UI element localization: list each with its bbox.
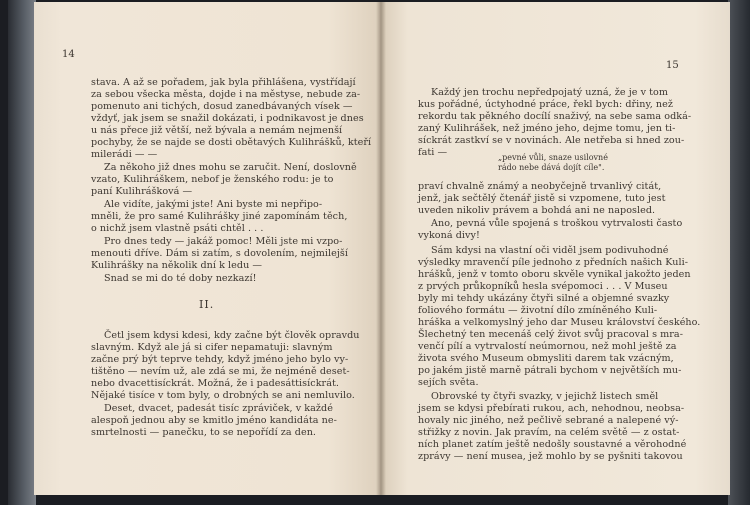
book-cover-right-edge — [728, 0, 750, 505]
text-line: Obrovské ty čtyři svazky, v jejichž listech směl — [431, 391, 659, 402]
text-line: vždyť, jak jsem se snažil dokázati, i podnikavost je dnes — [91, 113, 364, 124]
text-line: hráška a velkomyslný jeho dar Museu království českého. — [418, 317, 701, 328]
text-line: praví chvalně známý a neobyčejně trvanlivý citát, — [418, 181, 662, 192]
text-line: Za někoho již dnes mohu se zaručit. Není, doslovně — [104, 162, 357, 173]
text-line: nebo dvacettisíckrát. Možná, že i padesáttisíckrát. — [91, 378, 339, 389]
text-line: Ano, pevná vůle spojená s troškou vytrvalosti často — [431, 218, 683, 229]
text-line: fati — — [418, 147, 448, 158]
text-line: venčí pílí a vytrvalostí neúmornou, než mohl ještě za — [418, 341, 677, 352]
book-gutter — [376, 2, 386, 495]
text-line: Nějaké tisíce v tom byly, o drobných se ani nemluvilo. — [91, 390, 355, 401]
text-line: stava. A až se pořadem, jak byla přihlášena, vystřídají — [91, 77, 356, 88]
text-line: ních planet zatím ještě nedošly soustavné a věrohodné — [418, 439, 687, 450]
text-line: Sám kdysi na vlastní oči viděl jsem podivuhodné — [431, 245, 669, 256]
text-line: výsledky mravenčí píle jednoho z předních našich Kuli- — [418, 257, 689, 268]
text-line: střižky z novin. Jak pravím, na celém světě — z ostat- — [418, 427, 680, 438]
text-line: jenž, jak sečtělý čtenář jistě si vzpomene, tuto jest — [418, 193, 666, 204]
text-line: Kulihrášky na několik dní k ledu — — [91, 260, 263, 271]
quote-line: „pevné vůli, snaze usilovné — [498, 153, 608, 162]
text-line: zprávy — není musea, jež mohlo by se pyšniti takovou — [418, 451, 683, 462]
text-line: po jakém jistě marně pátrali bychom v největších mu- — [418, 365, 682, 376]
text-line: tištěno — nevím už, ale zdá se mi, že nejméně deset- — [91, 366, 350, 377]
text-line: slavným. Když ale já si cifer nepamatuji: slavným — [91, 342, 333, 353]
text-line: paní Kulihrášková — — [91, 186, 193, 197]
text-line: Deset, dvacet, padesát tisíc zpráviček, v každé — [104, 403, 333, 414]
text-line: síckrát zastkví se v novinách. Ale netřeba si hned zou- — [418, 135, 685, 146]
text-line: byly mi tehdy ukázány čtyři silné a objemné svazky — [418, 293, 670, 304]
text-line: uveden nikoliv právem a bohdá ani ne naposled. — [418, 205, 656, 216]
text-line: hrášků, jenž v tomto oboru skvěle vynikal jakožto jeden — [418, 269, 691, 280]
text-line: Ale vidíte, jakými jste! Ani byste mi nepřipo- — [104, 199, 323, 210]
text-line: rekordu tak pěkného docílí snaživý, na sebe sama odká- — [418, 111, 692, 122]
right-page-number: 15 — [666, 60, 679, 71]
text-line: menouti dříve. Dám si zatím, s dovolením, nejmilejší — [91, 248, 348, 259]
book-cover-left-edge — [8, 0, 36, 505]
text-line: z prvých průkopníků hesla svépomoci . . . V Museu — [418, 281, 668, 292]
text-line: za sebou všecka města, dojde i na městyse, nebude za- — [91, 89, 361, 100]
text-line: Snad se mi do té doby nezkazí! — [104, 273, 257, 284]
text-line: smrtelnosti — panečku, to se nepořídí za den. — [91, 427, 317, 438]
text-line: vykoná divy! — [418, 230, 480, 241]
text-line: Každý jen trochu nepředpojatý uzná, že je v tom — [431, 87, 669, 98]
text-line: života svého Museum obmysliti darem tak vzácným, — [418, 353, 674, 364]
text-line: foliového formátu — životní dílo zmíněného Kuli- — [418, 305, 658, 316]
text-line: hovaly nic jiného, než pečlivě sebrané a nalepené vý- — [418, 415, 679, 426]
left-page-number: 14 — [62, 49, 75, 60]
left-page — [34, 2, 380, 495]
text-line: začne prý být teprve tehdy, když jméno jeho bylo vy- — [91, 354, 349, 365]
text-line: zaný Kulihrášek, než jméno jeho, dejme tomu, jen ti- — [418, 123, 676, 134]
text-line: o nichž jsem vlastně psáti chtěl . . . — [91, 223, 264, 234]
right-page — [380, 2, 730, 495]
text-line: kus pořádné, úctyhodné práce, řekl bych: dřiny, než — [418, 99, 673, 110]
text-line: Šlechetný ten mecenáš celý život svůj pracoval s mra- — [418, 329, 683, 340]
text-line: jsem se kdysi přebírati rukou, ach, nehodnou, neobsa- — [418, 403, 685, 414]
quote-line: rádo nebe dává dojít cíle". — [498, 163, 605, 172]
text-line: milerádi — — — [91, 149, 158, 160]
text-line: pochyby, že se najde se dosti obětavých Kulihrášků, kteří — [91, 137, 372, 148]
text-line: u nás přece již větší, než bývala a nemám nejmenší — [91, 125, 343, 136]
text-line: vzato, Kulihráškem, nebof je ženského rodu: je to — [91, 174, 334, 185]
text-line: pomenuto ani tichých, dosud zanedbávaných vísek — — [91, 101, 353, 112]
text-line: Pro dnes tedy — jakáž pomoc! Měli jste mi vzpo- — [104, 236, 343, 247]
section-heading: II. — [199, 298, 215, 311]
text-line: Četl jsem kdysi kdesi, kdy začne být člověk opravdu — [104, 330, 360, 341]
text-line: sejích světa. — [418, 377, 479, 388]
text-line: mněli, že pro samé Kulihrášky jiné zapomínám těch, — [91, 211, 348, 222]
text-line: alespoň jednou aby se kmitlo jméno kandidáta ne- — [91, 415, 337, 426]
